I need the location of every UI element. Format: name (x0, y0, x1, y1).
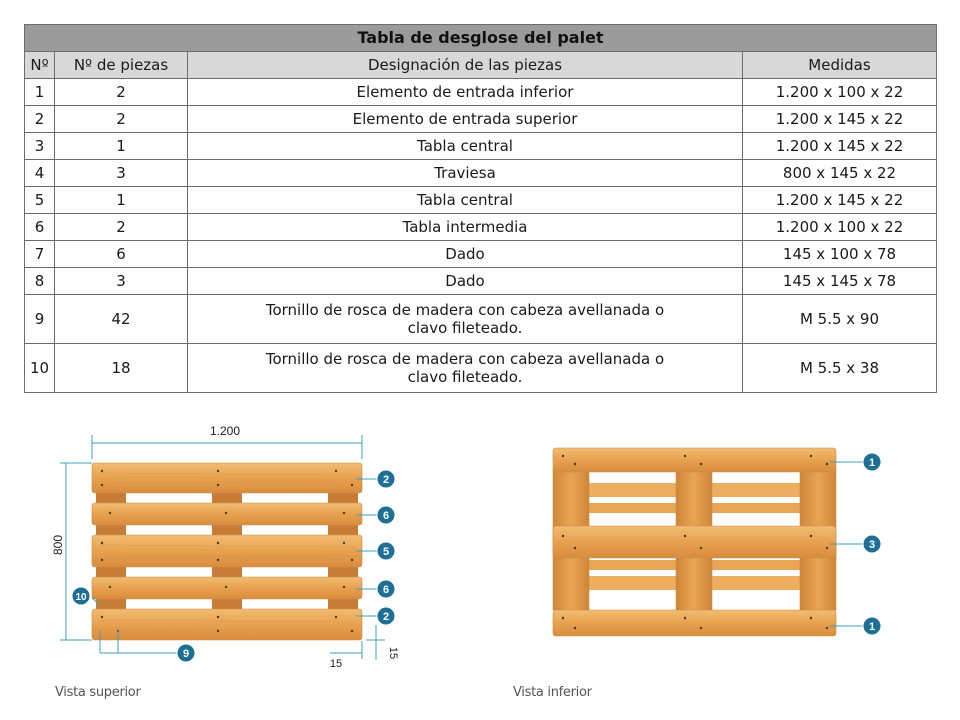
cell-name: Elemento de entrada superior (188, 106, 743, 133)
callout-label: 6 (382, 510, 390, 522)
table-title-row (25, 25, 937, 52)
callout-label: 9 (182, 648, 190, 660)
cell-pieces: 42 (55, 295, 188, 344)
cell-name: Tabla intermedia (188, 214, 743, 241)
table-row (25, 344, 937, 393)
table-row (25, 160, 937, 187)
cell-size: 1.200 x 100 x 22 (743, 79, 937, 106)
bottom-board-bottom (553, 610, 836, 636)
board-intermediate-top (92, 503, 362, 525)
cell-name-line: Tornillo de rosca de madera con cabeza avellanada o (265, 350, 665, 368)
cell-pieces: 3 (55, 160, 188, 187)
board-center (92, 535, 362, 567)
cell-name (188, 295, 743, 344)
header-name: Designación de las piezas (188, 52, 743, 79)
cell-size: 1.200 x 100 x 22 (743, 214, 937, 241)
callout-label: 1 (868, 621, 876, 633)
callout-label: 6 (382, 584, 390, 596)
cell-name-line: Tornillo de rosca de madera con cabeza avellanada o (265, 301, 665, 319)
dimension-small-h-label: 15 (329, 658, 343, 670)
board-intermediate-bottom (92, 577, 362, 599)
dimension-height-label: 800 (51, 534, 65, 556)
table-header-row (25, 52, 937, 79)
cell-pieces: 18 (55, 344, 188, 393)
cell-no: 10 (25, 344, 55, 393)
cell-no: 8 (25, 268, 55, 295)
table-title: Tabla de desglose del palet (25, 25, 937, 52)
callout-9 (177, 644, 195, 662)
cell-pieces: 1 (55, 133, 188, 160)
cell-name: Tabla central (188, 133, 743, 160)
callout-5 (377, 542, 395, 560)
pallet-bottom-view (545, 440, 895, 645)
cell-size: 145 x 145 x 78 (743, 268, 937, 295)
bottom-board-center (553, 526, 836, 558)
cell-no: 3 (25, 133, 55, 160)
cell-no: 1 (25, 79, 55, 106)
cell-size: M 5.5 x 90 (743, 295, 937, 344)
header-size: Medidas (743, 52, 937, 79)
callout-2-bottom (377, 607, 395, 625)
cell-no: 6 (25, 214, 55, 241)
header-pieces: Nº de piezas (55, 52, 188, 79)
callout-6-top (377, 506, 395, 524)
callout-label: 3 (868, 539, 876, 551)
bottom-view-caption: Vista inferior (513, 685, 592, 700)
cell-no: 2 (25, 106, 55, 133)
callout-6-bottom (377, 580, 395, 598)
cell-name (188, 344, 743, 393)
table-row (25, 214, 937, 241)
callout-label: 10 (75, 592, 87, 603)
table-row (25, 106, 937, 133)
board-edge-bottom (92, 609, 362, 640)
cell-pieces: 3 (55, 268, 188, 295)
table-row (25, 295, 937, 344)
board-edge-top (92, 463, 362, 493)
cell-size: 1.200 x 145 x 22 (743, 133, 937, 160)
cell-name-line: clavo fileteado. (407, 319, 523, 337)
callout-1-top (863, 453, 881, 471)
cell-name: Traviesa (188, 160, 743, 187)
cell-pieces: 2 (55, 79, 188, 106)
callout-label: 2 (382, 474, 390, 486)
cell-name: Tabla central (188, 187, 743, 214)
dimension-width-label: 1.200 (209, 424, 241, 438)
cell-no: 9 (25, 295, 55, 344)
cell-no: 7 (25, 241, 55, 268)
cell-pieces: 6 (55, 241, 188, 268)
dimension-small-v-label: 15 (387, 646, 399, 660)
table-row (25, 79, 937, 106)
callout-label: 2 (382, 611, 390, 623)
cell-size: 1.200 x 145 x 22 (743, 106, 937, 133)
table-row (25, 187, 937, 214)
cell-size: 145 x 100 x 78 (743, 241, 937, 268)
top-view-caption: Vista superior (55, 685, 141, 700)
callout-3 (863, 535, 881, 553)
table-row (25, 241, 937, 268)
bottom-board-top (553, 448, 836, 472)
callout-1-bottom (863, 617, 881, 635)
cell-size: 800 x 145 x 22 (743, 160, 937, 187)
cell-name: Dado (188, 241, 743, 268)
cell-pieces: 1 (55, 187, 188, 214)
cell-pieces: 2 (55, 106, 188, 133)
cell-no: 4 (25, 160, 55, 187)
cell-size: M 5.5 x 38 (743, 344, 937, 393)
table-row (25, 268, 937, 295)
callout-10 (72, 587, 90, 605)
callout-label: 5 (382, 546, 390, 558)
cell-pieces: 2 (55, 214, 188, 241)
cell-name: Dado (188, 268, 743, 295)
pallet-breakdown-table (24, 24, 937, 393)
header-no: Nº (25, 52, 55, 79)
callout-label: 1 (868, 457, 876, 469)
callout-2-top (377, 470, 395, 488)
table-row (25, 133, 937, 160)
cell-name: Elemento de entrada inferior (188, 79, 743, 106)
cell-name-line: clavo fileteado. (407, 368, 523, 386)
cell-size: 1.200 x 145 x 22 (743, 187, 937, 214)
cell-no: 5 (25, 187, 55, 214)
pallet-top-view (40, 415, 420, 677)
